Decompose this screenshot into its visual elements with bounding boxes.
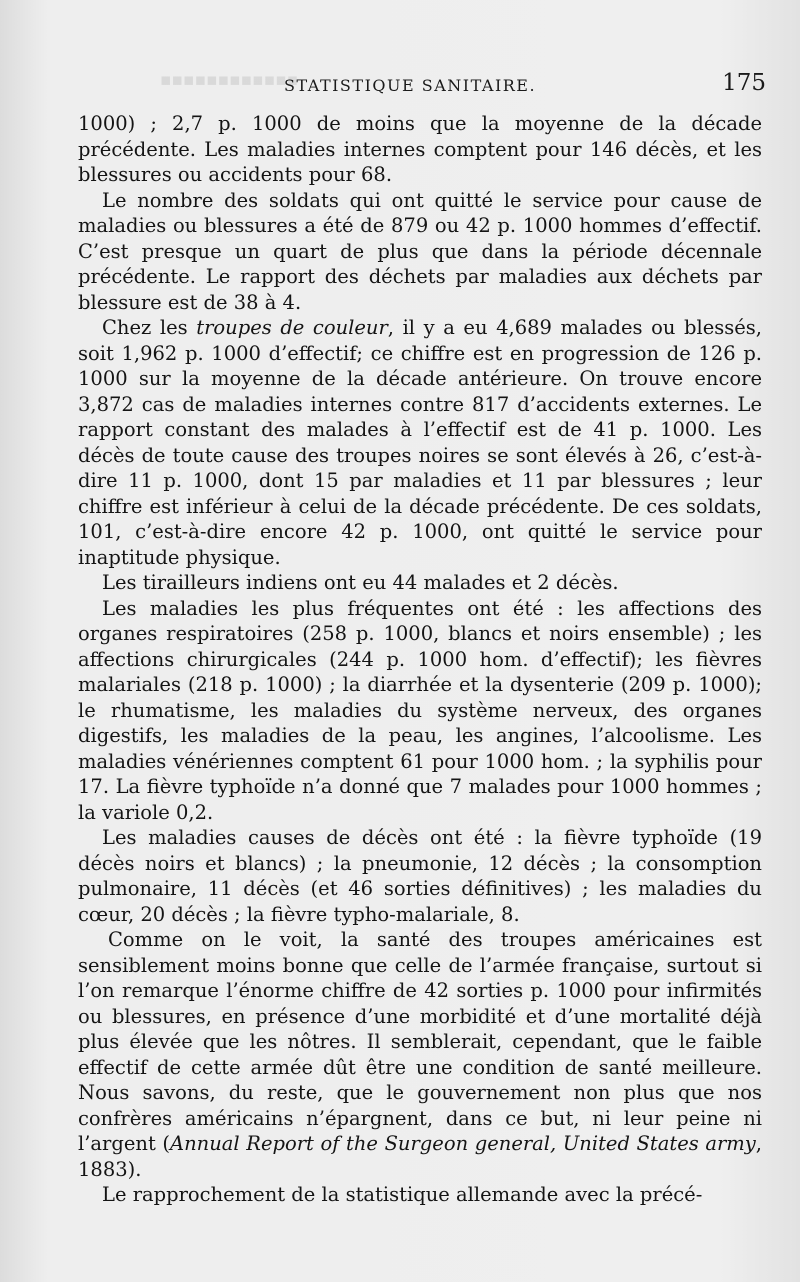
paragraph-soldats: Le nombre des soldats qui ont quitté le service pour cause de maladies ou blessures a été de 879 ou 42 p. 1000 hommes d’effectif. C’est presque un quart de plus que dans la période décennale précédente. Le rapport des déchets par maladies aux déchets par blessure est de 38 à 4. [78,188,762,314]
paragraph-rapprochement: Le rapprochement de la statistique allemande avec la précé- [102,1183,703,1206]
paragraph-causes-de-deces: Les maladies causes de décès ont été : la fièvre typhoïde (19 décès noirs et blancs) ; la pneumonie, 12 décès ; la consomption pulmonaire, 11 décès (et 46 sorties définitives) ; les maladies du cœur, 20 décès ; la fièvre typho-malariale, 8. [78,826,762,926]
paragraph-tirailleurs: Les tirailleurs indiens ont eu 44 malades et 2 décès. [102,571,619,594]
paragraph-comparison [78,927,762,1182]
paragraph-continuation: 1000) ; 2,7 p. 1000 de moins que la moyenne de la décade précédente. Les maladies internes comptent pour 146 décès, et les blessures ou accidents pour 68. [78,112,762,186]
running-title: STATISTIQUE SANITAIRE. [284,76,537,95]
paragraph-troupes-de-couleur [78,315,762,570]
body-text [78,111,762,1208]
troupes-rest: , il y a eu 4,689 malades ou blessés, soit 1,962 p. 1000 d’effectif; ce chiffre est en progression de 126 p. 1000 sur la moyenne de la décade antérieure. On trouve encore 3,872 cas de maladies internes contre 817 d’accidents externes. Le rapport constant des malades à l’effectif est de 41 p. 1000. Les décès de toute cause des troupes noires se sont élevés à 26, c’est-à-dire 11 p. 1000, dont 15 par maladies et 11 par blessures ; leur chiffre est inférieur à celui de la décade précédente. De ces soldats, 101, c’est-à-dire encore 42 p. 1000, ont quitté le service pour inaptitude physique. [78,316,762,569]
troupes-italic: troupes de couleur [196,316,388,339]
frequentes-start: Les maladies les plus fréquentes ont été : les affections des organes respiratoires (258 p. 1000, blancs et noirs ensemble) ; [78,596,762,645]
comparison-text: Comme on le voit, la santé des troupes américaines est sensiblement moins bonne que celle de l’armée française, surtout si l’on remarque l’énorme chiffre de 42 sorties p. 1000 pour infirmités ou blessures, en présence d’une morbidité et d’une mortalité déjà plus élevée que les nôtres. Il semblerait, cependant, que le faible effectif de cette armée dût être une condition de santé meilleure. Nous savons, du reste, que le gouvernement non plus que nos confrères américains n’épargnent, dans ce but, ni leur peine ni l’argent [78,928,762,1155]
frequentes-rest: les affections chirurgicales (244 p. 1000 hom. d’effectif); les fièvres malariales (218 p. 1000) ; la diarrhée et la dysenterie (209 p. 1000); le rhumatisme, les maladies du système nerveux, des organes digestifs, les maladies de la peau, les angines, l’alcoolisme. Les maladies vénériennes comptent 61 pour 1000 hom. ; la syphilis pour 17. La fièvre typhoïde n’a donné que 7 malades pour 1000 hommes ; la variole 0,2. [78,622,762,824]
paragraph-maladies-frequentes [78,596,762,826]
citation-title: Annual Report of the Surgeon general, United States army [170,1132,756,1155]
running-head [0,70,800,100]
citation-close: , 1883). [78,1132,762,1181]
show-through-text: ▪▪▪▪▪▪▪▪▪▪▪▪ [160,70,299,90]
page-number: 175 [722,70,766,96]
troupes-lead: Chez les [102,316,188,339]
citation-open: ( [162,1132,171,1155]
